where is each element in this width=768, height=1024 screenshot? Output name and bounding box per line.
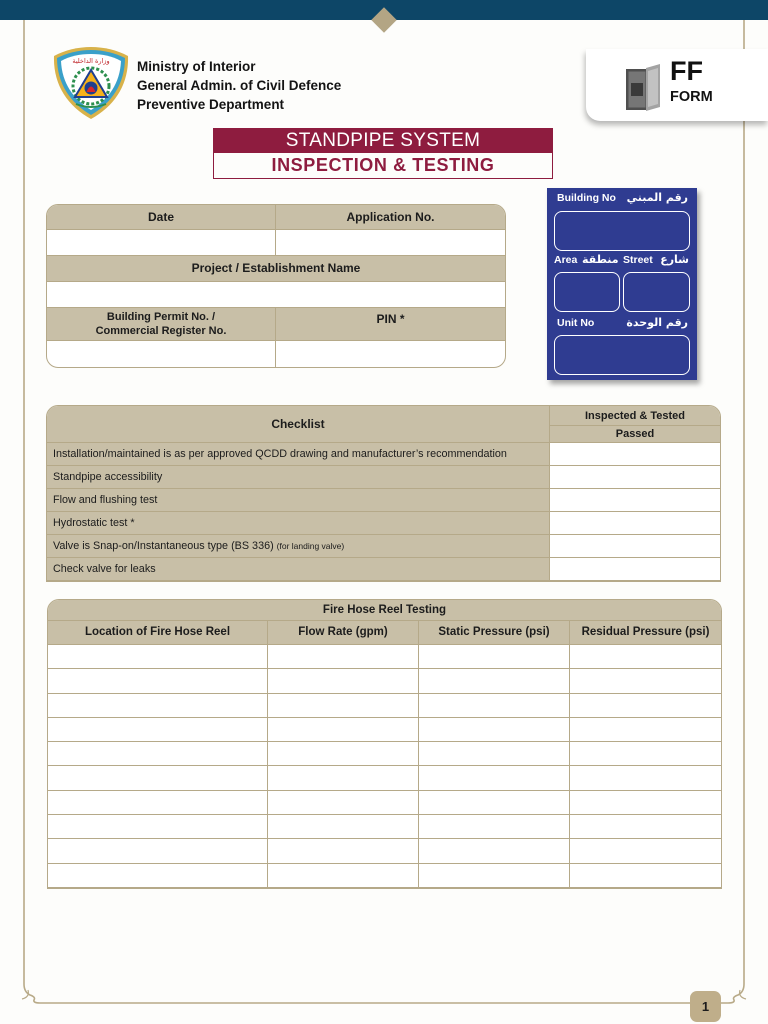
flow-rate-cell[interactable] [268, 839, 419, 863]
passed-checkbox[interactable] [550, 443, 720, 466]
area-field[interactable] [554, 272, 620, 312]
organization-block [137, 57, 341, 114]
checklist-item [47, 489, 550, 512]
location-cell[interactable] [48, 766, 268, 790]
static-pressure-cell[interactable] [419, 766, 570, 790]
flow-rate-cell[interactable] [268, 815, 419, 839]
location-cell[interactable] [48, 694, 268, 718]
residual-pressure-cell[interactable] [570, 791, 721, 815]
static-pressure-cell[interactable] [419, 791, 570, 815]
checklist-item-text: Valve is Snap-on/Instantaneous type (BS 336) [53, 540, 274, 552]
checklist-item-note: (for landing valve) [276, 541, 345, 551]
static-pressure-cell[interactable] [419, 694, 570, 718]
checklist-item [47, 512, 550, 535]
column-header-location: Location of Fire Hose Reel [48, 621, 268, 645]
civil-defence-emblem-icon [52, 46, 130, 120]
date-field[interactable] [47, 230, 276, 256]
org-line-ministry: Ministry of Interior [137, 59, 256, 74]
permit-label [47, 308, 276, 341]
permit-field[interactable] [47, 341, 276, 367]
residual-pressure-cell[interactable] [570, 839, 721, 863]
logo-lettering: وزارة الداخلية [72, 57, 110, 65]
residual-pressure-cell[interactable] [570, 669, 721, 693]
checklist-header: Checklist [47, 406, 550, 443]
permit-label-line1: Building Permit No. / [106, 311, 216, 323]
page-number: 1 [690, 991, 721, 1022]
org-line-admin: General Admin. of Civil Defence [137, 78, 342, 93]
form-badge [586, 49, 768, 121]
location-cell[interactable] [48, 815, 268, 839]
residual-pressure-cell[interactable] [570, 766, 721, 790]
org-line-department: Preventive Department [137, 97, 285, 112]
location-cell[interactable] [48, 839, 268, 863]
flow-rate-cell[interactable] [268, 791, 419, 815]
column-header-residual-pressure: Residual Pressure (psi) [570, 621, 721, 645]
passed-checkbox[interactable] [550, 489, 720, 512]
title-line-system: STANDPIPE SYSTEM [214, 129, 552, 153]
static-pressure-cell[interactable] [419, 742, 570, 766]
fire-hose-reel-table [47, 599, 722, 889]
application-no-field[interactable] [276, 230, 505, 256]
inspected-tested-header: Inspected & Tested [550, 406, 720, 426]
unit-no-label-ar: رقم الوحدة [626, 316, 688, 329]
building-no-field[interactable] [554, 211, 690, 251]
unit-no-label: Unit No [557, 317, 595, 329]
date-label: Date [47, 205, 276, 230]
passed-header: Passed [550, 426, 720, 443]
form-label: FORM [670, 89, 713, 105]
application-no-label: Application No. [276, 205, 505, 230]
location-cell[interactable] [48, 864, 268, 888]
form-code: FF [670, 56, 703, 86]
flow-rate-cell[interactable] [268, 718, 419, 742]
checklist-item-text: Flow and flushing test [53, 494, 158, 506]
project-name-label: Project / Establishment Name [47, 256, 505, 282]
static-pressure-cell[interactable] [419, 669, 570, 693]
building-no-label-ar: رقم المبني [626, 191, 688, 204]
static-pressure-cell[interactable] [419, 718, 570, 742]
checklist-item [47, 466, 550, 489]
street-field[interactable] [623, 272, 690, 312]
residual-pressure-cell[interactable] [570, 742, 721, 766]
checklist-item [47, 443, 550, 466]
static-pressure-cell[interactable] [419, 839, 570, 863]
residual-pressure-cell[interactable] [570, 694, 721, 718]
pin-label: PIN * [276, 308, 505, 341]
flow-rate-cell[interactable] [268, 669, 419, 693]
static-pressure-cell[interactable] [419, 815, 570, 839]
form-title [213, 128, 553, 179]
checklist-item-text: Check valve for leaks [53, 563, 156, 575]
permit-label-line2: Commercial Register No. [95, 325, 227, 337]
flow-rate-cell[interactable] [268, 645, 419, 669]
checklist-item [47, 558, 550, 581]
checklist-table [46, 405, 721, 582]
residual-pressure-cell[interactable] [570, 718, 721, 742]
checklist-item-text: Standpipe accessibility [53, 471, 163, 483]
address-box [547, 188, 697, 380]
street-label: Street [623, 254, 653, 266]
pin-field[interactable] [276, 341, 505, 367]
building-no-label: Building No [557, 192, 616, 204]
checklist-item-text: Hydrostatic test * [53, 517, 135, 529]
flow-rate-cell[interactable] [268, 742, 419, 766]
location-cell[interactable] [48, 791, 268, 815]
street-label-ar: شارع [660, 253, 689, 266]
hose-reel-title: Fire Hose Reel Testing [48, 600, 721, 621]
checklist-item [47, 535, 550, 558]
residual-pressure-cell[interactable] [570, 864, 721, 888]
column-header-static-pressure: Static Pressure (psi) [419, 621, 570, 645]
area-label: Area [554, 254, 578, 266]
fire-cabinet-icon [624, 63, 662, 113]
title-line-inspection: INSPECTION & TESTING [271, 155, 495, 175]
location-cell[interactable] [48, 742, 268, 766]
passed-checkbox[interactable] [550, 558, 720, 581]
location-cell[interactable] [48, 645, 268, 669]
residual-pressure-cell[interactable] [570, 815, 721, 839]
passed-checkbox[interactable] [550, 466, 720, 489]
project-name-field[interactable] [47, 282, 505, 308]
location-cell[interactable] [48, 669, 268, 693]
unit-no-field[interactable] [554, 335, 690, 375]
passed-checkbox[interactable] [550, 535, 720, 558]
column-header-flow-rate: Flow Rate (gpm) [268, 621, 419, 645]
static-pressure-cell[interactable] [419, 864, 570, 888]
static-pressure-cell[interactable] [419, 645, 570, 669]
area-label-ar: منطقة [582, 253, 619, 266]
passed-checkbox[interactable] [550, 512, 720, 535]
info-table [46, 204, 506, 368]
flow-rate-cell[interactable] [268, 864, 419, 888]
flow-rate-cell[interactable] [268, 766, 419, 790]
location-cell[interactable] [48, 718, 268, 742]
residual-pressure-cell[interactable] [570, 645, 721, 669]
checklist-item-text: Installation/maintained is as per approved QCDD drawing and manufacturer’s recommendation [53, 448, 507, 460]
flow-rate-cell[interactable] [268, 694, 419, 718]
